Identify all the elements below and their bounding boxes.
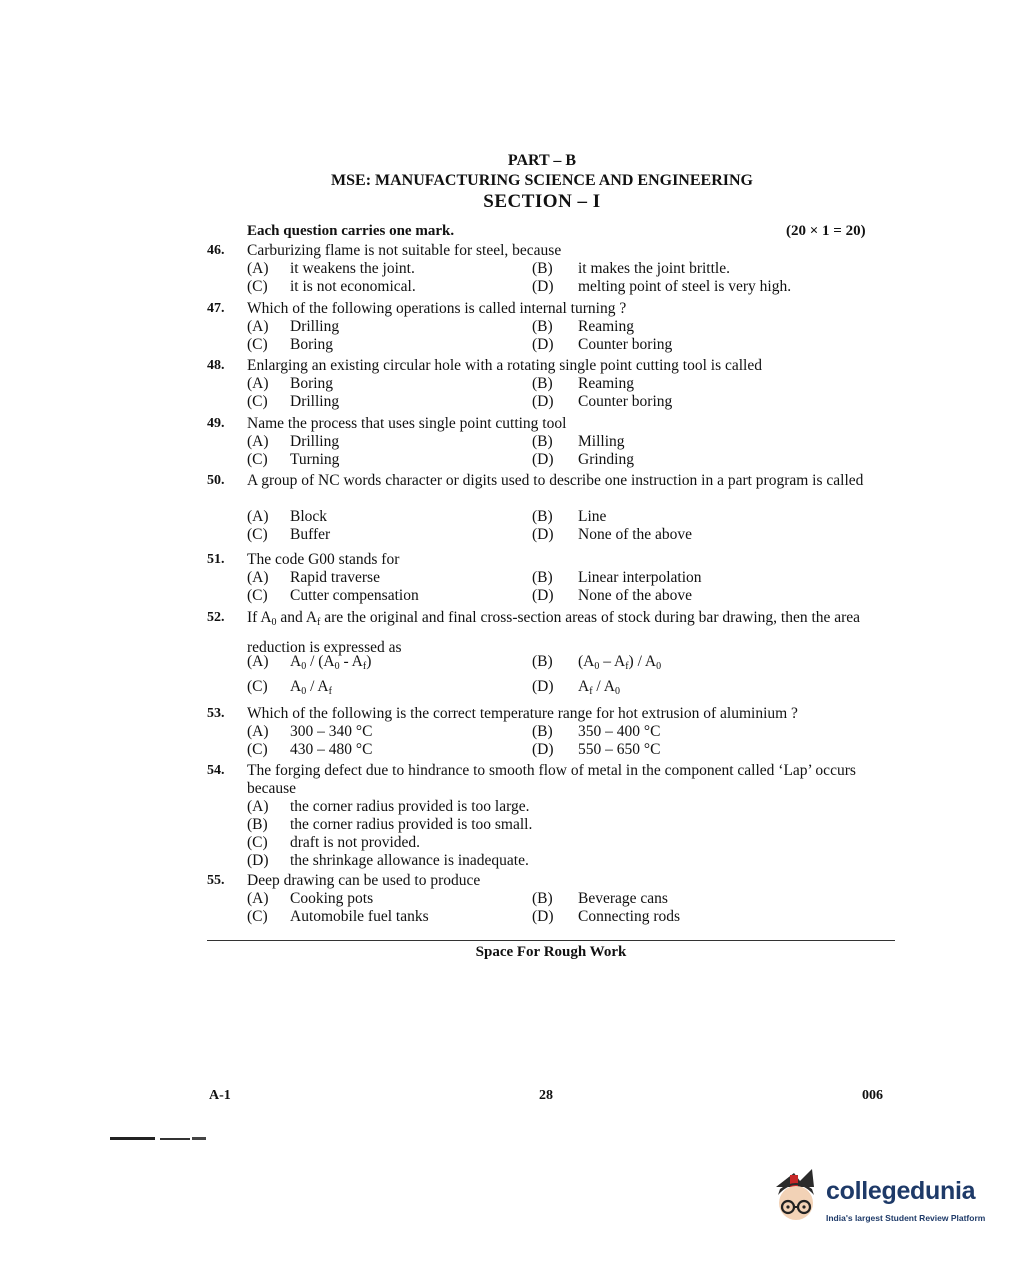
question-number: 55. — [207, 873, 225, 888]
question-number: 47. — [207, 301, 225, 316]
option-text: Boring — [290, 336, 334, 353]
question-text: Carburizing flame is not suitable for steel, because — [247, 242, 562, 259]
option-text: the corner radius provided is too large. — [290, 798, 530, 815]
option-text: Buffer — [290, 526, 331, 543]
option-label: (C) — [247, 526, 268, 543]
brand-name: collegedunia — [826, 1177, 976, 1205]
option-label: (A) — [247, 890, 269, 907]
question-text: A group of NC words character or digits used to describe one instruction in a part program is called — [247, 472, 864, 489]
option-label: (B) — [532, 260, 553, 277]
option-label: (C) — [247, 587, 268, 604]
option-label: (A) — [247, 260, 269, 277]
option-text: Automobile fuel tanks — [290, 908, 429, 925]
part-heading: PART – B — [507, 152, 577, 169]
option-text: Reaming — [578, 318, 634, 335]
option-label: (D) — [532, 678, 554, 695]
page-number: 28 — [539, 1088, 553, 1103]
option-text: 350 – 400 °C — [578, 723, 661, 740]
option-label: (B) — [532, 318, 553, 335]
option-text: $A_0 / (A_0 - A_f)$ — [290, 653, 372, 672]
option-label: (D) — [532, 278, 554, 295]
option-text: Drilling — [290, 318, 340, 335]
option-text: 550 – 650 °C — [578, 741, 661, 758]
option-label: (D) — [532, 908, 554, 925]
option-text: it makes the joint brittle. — [578, 260, 730, 277]
option-label: (A) — [247, 433, 269, 450]
question-text: Deep drawing can be used to produce — [247, 872, 481, 889]
option-text: it is not economical. — [290, 278, 416, 295]
option-label: (B) — [532, 569, 553, 586]
option-text: melting point of steel is very high. — [578, 278, 792, 295]
option-text: the corner radius provided is too small. — [290, 816, 533, 833]
option-label: (C) — [247, 908, 268, 925]
marks-scheme: (20 × 1 = 20) — [786, 223, 866, 239]
question-number: 46. — [207, 243, 225, 258]
subject-heading: MSE: MANUFACTURING SCIENCE AND ENGINEERING — [331, 172, 753, 189]
option-label: (B) — [532, 433, 553, 450]
option-text: $(A_0 - A_f) / A_0$ — [578, 653, 662, 672]
section-heading: SECTION – I — [483, 191, 601, 212]
option-text: Counter boring — [578, 393, 673, 410]
brand-tagline: India's largest Student Review Platform — [826, 1213, 986, 1223]
option-label: (D) — [532, 336, 554, 353]
paper-code: A-1 — [209, 1088, 231, 1103]
option-label: (B) — [247, 816, 268, 833]
question-text: If $A_0$ and $A_f$ are the original and final cross-section areas of stock during bar drawing, then the area reduction is expressed as — [247, 609, 861, 656]
option-label: (A) — [247, 375, 269, 392]
option-text: 430 – 480 °C — [290, 741, 373, 758]
option-text: Milling — [578, 433, 625, 450]
option-label: (C) — [247, 393, 268, 410]
option-text: Drilling — [290, 393, 340, 410]
option-text: draft is not provided. — [290, 834, 421, 851]
option-text: the shrinkage allowance is inadequate. — [290, 852, 529, 869]
option-label: (D) — [532, 587, 554, 604]
option-text: Turning — [290, 451, 340, 468]
divider — [207, 940, 895, 941]
option-text: Beverage cans — [578, 890, 668, 907]
option-label: (A) — [247, 508, 269, 525]
question-number: 48. — [207, 358, 225, 373]
option-label: (D) — [532, 741, 554, 758]
question-text: Which of the following is the correct temperature range for hot extrusion of aluminium ? — [247, 705, 798, 722]
option-text: Grinding — [578, 451, 634, 468]
scan-mark — [110, 1136, 210, 1142]
rough-work-label: Space For Rough Work — [475, 944, 627, 960]
option-label: (C) — [247, 741, 268, 758]
question-text: Name the process that uses single point cutting tool — [247, 415, 567, 432]
option-text: Boring — [290, 375, 334, 392]
option-text: it weakens the joint. — [290, 260, 415, 277]
option-label: (D) — [532, 393, 554, 410]
option-text: Counter boring — [578, 336, 673, 353]
option-text: Linear interpolation — [578, 569, 702, 586]
question-text: The forging defect due to hindrance to smooth flow of metal in the component called ‘Lap’ occurs because — [247, 762, 856, 797]
option-text: Rapid traverse — [290, 569, 380, 586]
question-number: 51. — [207, 552, 225, 567]
option-text: Block — [290, 508, 328, 525]
option-label: (D) — [532, 526, 554, 543]
option-text: Reaming — [578, 375, 634, 392]
option-label: (B) — [532, 890, 553, 907]
option-label: (D) — [247, 852, 269, 869]
option-text: None of the above — [578, 526, 693, 543]
option-label: (A) — [247, 569, 269, 586]
option-label: (A) — [247, 723, 269, 740]
question-number: 54. — [207, 763, 225, 778]
question-text: The code G00 stands for — [247, 551, 400, 568]
question-number: 53. — [207, 706, 225, 721]
question-text: Enlarging an existing circular hole with a rotating single point cutting tool is called — [247, 357, 762, 374]
option-text: None of the above — [578, 587, 693, 604]
option-label: (B) — [532, 508, 553, 525]
booklet-code: 006 — [862, 1088, 883, 1103]
option-text: Connecting rods — [578, 908, 681, 925]
option-label: (B) — [532, 375, 553, 392]
option-text: 300 – 340 °C — [290, 723, 373, 740]
option-label: (C) — [247, 336, 268, 353]
option-label: (A) — [247, 798, 269, 815]
question-number: 52. — [207, 610, 225, 625]
option-label: (B) — [532, 653, 553, 670]
question-text: Which of the following operations is called internal turning ? — [247, 300, 627, 317]
question-number: 49. — [207, 416, 225, 431]
option-label: (D) — [532, 451, 554, 468]
option-label: (A) — [247, 653, 269, 670]
option-text: Cooking pots — [290, 890, 374, 907]
option-label: (C) — [247, 451, 268, 468]
option-label: (C) — [247, 678, 268, 695]
option-text: $A_0 / A_f$ — [290, 678, 332, 697]
option-text: $A_f / A_0$ — [578, 678, 620, 697]
option-label: (C) — [247, 834, 268, 851]
option-label: (C) — [247, 278, 268, 295]
option-label: (B) — [532, 723, 553, 740]
option-text: Drilling — [290, 433, 340, 450]
option-label: (A) — [247, 318, 269, 335]
student-mascot-icon — [768, 1165, 824, 1227]
question-number: 50. — [207, 473, 225, 488]
option-text: Cutter compensation — [290, 587, 419, 604]
option-text: Line — [578, 508, 607, 525]
instruction-text: Each question carries one mark. — [247, 223, 455, 239]
